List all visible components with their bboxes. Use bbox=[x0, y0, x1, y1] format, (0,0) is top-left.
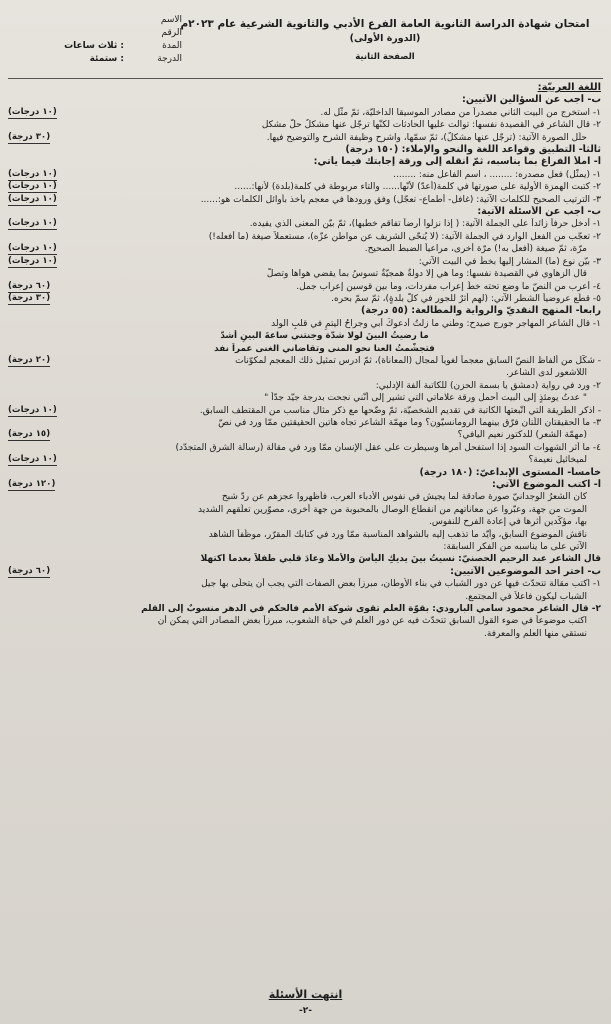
line-text: قال الزهاوي في القصيدة نفسها: وما هي إلا دولةٌ همجيّةٌ تسوسُ بما يقضي هواها وتصلّ bbox=[266, 269, 587, 280]
exam-line bbox=[8, 194, 601, 206]
mark-label: (٣٠ درجة) bbox=[8, 292, 51, 303]
line-text: ١- (يمثّل) فعل مصدره: ........ ، اسم الفاعل منه: ........ bbox=[393, 169, 601, 180]
exam-line bbox=[8, 243, 601, 255]
header-divider bbox=[8, 78, 603, 79]
mark-label: (١٥ درجة) bbox=[8, 429, 51, 440]
meta-row bbox=[12, 14, 182, 27]
line-text: ١- قال الشاعر المهاجر جورج صيدح: وطني ما زلتُ أدعوكَ أبي وجراحُ اليتمِ في قلبِ الولد bbox=[271, 318, 601, 329]
line-text: ٤- أعرب من النصّ ما وضع تحته خطّ إعراب مفردات، وما بين قوسين إعراب جمل. bbox=[296, 281, 601, 292]
line-text: ٥- قطّع عروضياً الشطر الآتي: (لهم أثرٌ للجور في كلّ بلدةٍ)، ثمّ سمّ بحره. bbox=[331, 293, 601, 304]
exam-line bbox=[8, 603, 601, 615]
mark-label: (١٠ درجات) bbox=[8, 243, 57, 254]
exam-line bbox=[8, 231, 601, 243]
line-text: ناقش الموضوع السابق، وأيّد ما تذهب إليه بالشواهد المناسبة ممّا ورد في كتابك المقرّر، موظّفاً الشاهد bbox=[208, 529, 587, 540]
line-text: ما رضيتُ البينَ لولا شدّة وجنتني ساعةَ البينِ أشدّ bbox=[220, 331, 429, 342]
exam-line bbox=[8, 578, 601, 590]
exam-line bbox=[8, 330, 601, 342]
line-text: الموت من جهة، وعبّروا عن معاناتهم من انقطاع الوصال بالمحبوبة من جهة أخرى، مصوّرين تعلّقهم الشديد bbox=[198, 504, 587, 515]
line-text: ٤- ما أثر الشهوات السود إذا استفحل أمرها وسيطرت على عقل الإنسان ممّا ورد في مقالة (رسالة الشرق المتجدّد) bbox=[175, 442, 601, 453]
exam-line bbox=[8, 566, 601, 578]
meta-row bbox=[12, 40, 182, 53]
mark-label: (١٢٠ درجة) bbox=[8, 479, 56, 489]
mark-label: (١٠ درجات) bbox=[8, 218, 57, 229]
exam-line bbox=[8, 541, 601, 553]
exam-line bbox=[8, 318, 601, 330]
line-text: ٣- الترتيب الصحيح للكلمات الآتية: (غافل- أطماع- تعجّل) وفق ورودها في معجم يأخذ بأوائل الكلمات هو:...... bbox=[200, 194, 601, 205]
line-text: فتجشّمتُ العنا نحو المنى وتقاضاني الغنى عمراً نفد bbox=[214, 343, 435, 354]
mark-label: (١٠ درجات) bbox=[8, 106, 57, 117]
line-text: كان الشعرُ الوجدانيّ صورة صادقة لما يجيش في نفوس الأدباء العرب، فأظهروا عجزهم عن ردّ شبح bbox=[221, 492, 587, 503]
exam-line bbox=[8, 479, 601, 491]
meta-value: : ثلاث ساعات bbox=[64, 41, 124, 51]
page-number: -٢- bbox=[299, 1006, 312, 1016]
exam-line bbox=[8, 553, 601, 565]
mark-label: (١٠ درجات) bbox=[8, 181, 57, 192]
mark-label: (٦٠ درجة) bbox=[8, 280, 51, 291]
exam-line bbox=[8, 144, 601, 156]
line-text: " عدتُ يومئذٍ إلى البيت أحمل ورقة علاماتي التي تشير إلى أنّني نجحت بدرجة جيّد جدّاً " bbox=[264, 393, 587, 404]
line-text: ٢- قال الشاعر محمود سامي البارودي: بقوّة العلم تقوى شوكة الأمم فالحكم في الدهر منسوبٌ إلى القلم bbox=[141, 604, 601, 615]
exam-line bbox=[8, 367, 601, 379]
mark-label: (٦٠ درجة) bbox=[8, 565, 51, 576]
line-text: رابعاً- المنهج النقديّ والرواية والمطالعة: (٥٥ درجة) bbox=[360, 305, 601, 317]
exam-line bbox=[8, 380, 601, 392]
line-text: ١- اكتب مقالة تتحدّث فيها عن دور الشباب في بناء الأوطان، مبرزاً بعض الصفات التي يجب أن يتحلّى بها جيل bbox=[201, 579, 601, 590]
exam-line bbox=[8, 355, 601, 367]
line-text: ثالثاً- التطبيق وقواعد اللغة والنحو والإملاء: (١٥٠ درجة) bbox=[345, 144, 601, 156]
exam-line bbox=[8, 417, 601, 429]
mark-label: (١٠ درجات) bbox=[8, 168, 57, 179]
exam-line bbox=[8, 107, 601, 119]
exam-line bbox=[8, 169, 601, 181]
exam-line bbox=[8, 305, 601, 317]
exam-line bbox=[8, 491, 601, 503]
exam-line bbox=[8, 206, 601, 218]
exam-line bbox=[8, 405, 601, 417]
exam-line bbox=[8, 119, 601, 131]
exam-line bbox=[8, 467, 601, 479]
line-text: بها، مؤكّدين أثرها في إعادة الفرح للنفوس. bbox=[429, 517, 587, 528]
exam-questions bbox=[8, 82, 601, 640]
meta-key: الرقم bbox=[161, 28, 182, 38]
exam-header bbox=[6, 8, 605, 78]
line-text: أ- اكتب الموضوع الآتي: bbox=[492, 479, 601, 490]
line-text: لميخائيل نعيمة؟ bbox=[528, 455, 587, 466]
line-text: اللغة العربيّة: bbox=[537, 82, 601, 93]
exam-line bbox=[8, 256, 601, 268]
exam-title bbox=[175, 18, 595, 64]
mark-label: (١٠ درجات) bbox=[8, 193, 57, 204]
meta-key: الاسم bbox=[160, 15, 182, 25]
exam-title-text: امتحان شهادة الدراسة الثانوية العامة الفرع الأدبي والثانوية الشرعية عام ٢٠٢٣م bbox=[180, 18, 590, 30]
line-text: نستقي منها العلم والمعرفة. bbox=[484, 628, 587, 639]
exam-line bbox=[8, 268, 601, 280]
exam-line bbox=[8, 218, 601, 230]
line-text: ٣- ما الحقيقتان اللّتان فرّق بينهما الرومانسيّون؟ وما مهمّة الشاعر تجاه هاتين الحقيقتين ممّا ورد في نصّ bbox=[218, 417, 601, 428]
line-text: خامساً- المستوى الإبداعيّ: (١٨٠ درجة) bbox=[419, 466, 601, 478]
page-label: الصفحة الثانية bbox=[355, 52, 415, 62]
exam-line bbox=[8, 454, 601, 466]
exam-line bbox=[8, 516, 601, 528]
line-text: الشباب ليكون فاعلاً في المجتمع. bbox=[465, 591, 587, 602]
meta-row bbox=[12, 53, 182, 66]
exam-line bbox=[8, 392, 601, 404]
line-text: ب- أجب عن الأسئلة الآتية: bbox=[477, 206, 601, 218]
line-text: ب- أجب عن السؤالين الآتيين: bbox=[462, 94, 601, 106]
line-text: الآتي على ما يناسبه من الفكر السابقة: bbox=[443, 542, 587, 553]
exam-session: (الدورة الأولى) bbox=[349, 33, 421, 44]
exam-line bbox=[8, 615, 601, 627]
exam-line bbox=[8, 132, 601, 144]
exam-meta bbox=[12, 14, 182, 66]
exam-line bbox=[8, 442, 601, 454]
meta-row bbox=[12, 27, 182, 40]
mark-label: (١٠ درجات) bbox=[8, 454, 57, 465]
meta-value: : ستمئة bbox=[89, 54, 124, 64]
line-text: ٢- قال الشاعر في القصيدة نفسها: توالت عليها الحادثات لكنّها ترجّل عنها مشكلٌ حلّ مشكل bbox=[261, 120, 601, 131]
line-text: - اذكر الطريقة التي اتّبعتها الكاتبة في تقديم الشخصيّة، ثمّ وضّحها مع ذكر مثال مناسب من المقتطف السابق. bbox=[199, 405, 601, 416]
line-text: قال الشاعر عبد الرحيم الحصنيّ: نسيتُ بينَ يديكِ اليأسَ والأملا وعادَ قلبي طفلاً بعدما اكتهلا bbox=[200, 554, 601, 565]
line-text: ١- أدخل حرفاً زائداً على الجملة الآتية: ( إذا نزلوا أرضاً تفاقم خطبها)، ثمّ بيّن المعنى الذي يفيده. bbox=[249, 219, 601, 230]
exam-line bbox=[8, 343, 601, 355]
exam-line bbox=[8, 94, 601, 106]
exam-line bbox=[8, 628, 601, 640]
meta-key: المدة bbox=[162, 41, 182, 51]
line-text: ٢- تعجّب من الفعل الوارد في الجملة الآتية: (لا يُنحّى الشريف عن مواطن عزّه)، مستعملاً صيغة (ما أفعله!) bbox=[208, 231, 601, 242]
line-text: حلّل الصورة الآتية: (ترجّل عنها مشكلٌ)، ثمّ سمّها، واشرح وظيفة الشرح والتوضيح فيها. bbox=[266, 132, 587, 143]
exam-line bbox=[8, 82, 601, 94]
line-text: ٢- كتبت الهمزة الأولية على صورتها في كلمة(أعدّ) لأنّها...... والتاء مربوطة في كلمة(بلدة) لأنها:...... bbox=[234, 182, 601, 193]
exam-line bbox=[8, 504, 601, 516]
exam-line bbox=[8, 181, 601, 193]
mark-label: (١٠ درجات) bbox=[8, 404, 57, 415]
line-text: ٢- ورد في رواية (دمشق يا بسمة الحزن) للكاتبة ألفة الإدلبي: bbox=[375, 380, 601, 391]
line-text: ٣- بيّن نوع (ما) المشار إليها بخطّ في البيت الآتي: bbox=[418, 256, 601, 267]
line-text: اللاشعور لدى الشاعر. bbox=[506, 368, 587, 379]
line-text: ١- استخرج من البيت الثاني مصدراً من مصادر الموسيقا الداخليّة، ثمّ مثّل له. bbox=[320, 107, 601, 118]
exam-line bbox=[8, 591, 601, 603]
mark-label: (١٠ درجات) bbox=[8, 255, 57, 266]
exam-line bbox=[8, 281, 601, 293]
line-text: اكتب موضوعاً في ضوء القول السابق تتحدّث فيه عن دور العلم في حياة الشعوب، مبرزاً بعض المصادر التي يمكن أن bbox=[157, 616, 587, 627]
line-text: (مهمّة الشعر) للدكتور نعيم اليافي؟ bbox=[457, 430, 587, 441]
exam-line bbox=[8, 429, 601, 441]
line-text: مرّة، ثمّ صيغة (أفعل به!) مرّة أخرى، مراعياً الضبط الصحيح. bbox=[364, 244, 587, 255]
mark-label: (٢٠ درجة) bbox=[8, 354, 51, 365]
line-text: أ- املأ الفراغ بما يناسبه، ثمّ انقله إلى ورقة إجابتك فيما يأتي: bbox=[313, 156, 601, 168]
line-text: ب- اختر أحد الموضوعين الآتيين: bbox=[450, 565, 601, 577]
exam-line bbox=[8, 293, 601, 305]
exam-line bbox=[8, 156, 601, 168]
meta-key: الدرجة bbox=[157, 54, 182, 64]
mark-label: (٣٠ درجة) bbox=[8, 131, 51, 142]
exam-line bbox=[8, 529, 601, 541]
closing-text: انتهت الأسئلة bbox=[268, 988, 343, 1001]
line-text: - شكّل من ألفاظ النصّ السابق معجماً لغوياً لمجال (المعاناة)، ثمّ ادرس تمثيل ذلك المعجم لمكوّنات bbox=[235, 355, 601, 366]
